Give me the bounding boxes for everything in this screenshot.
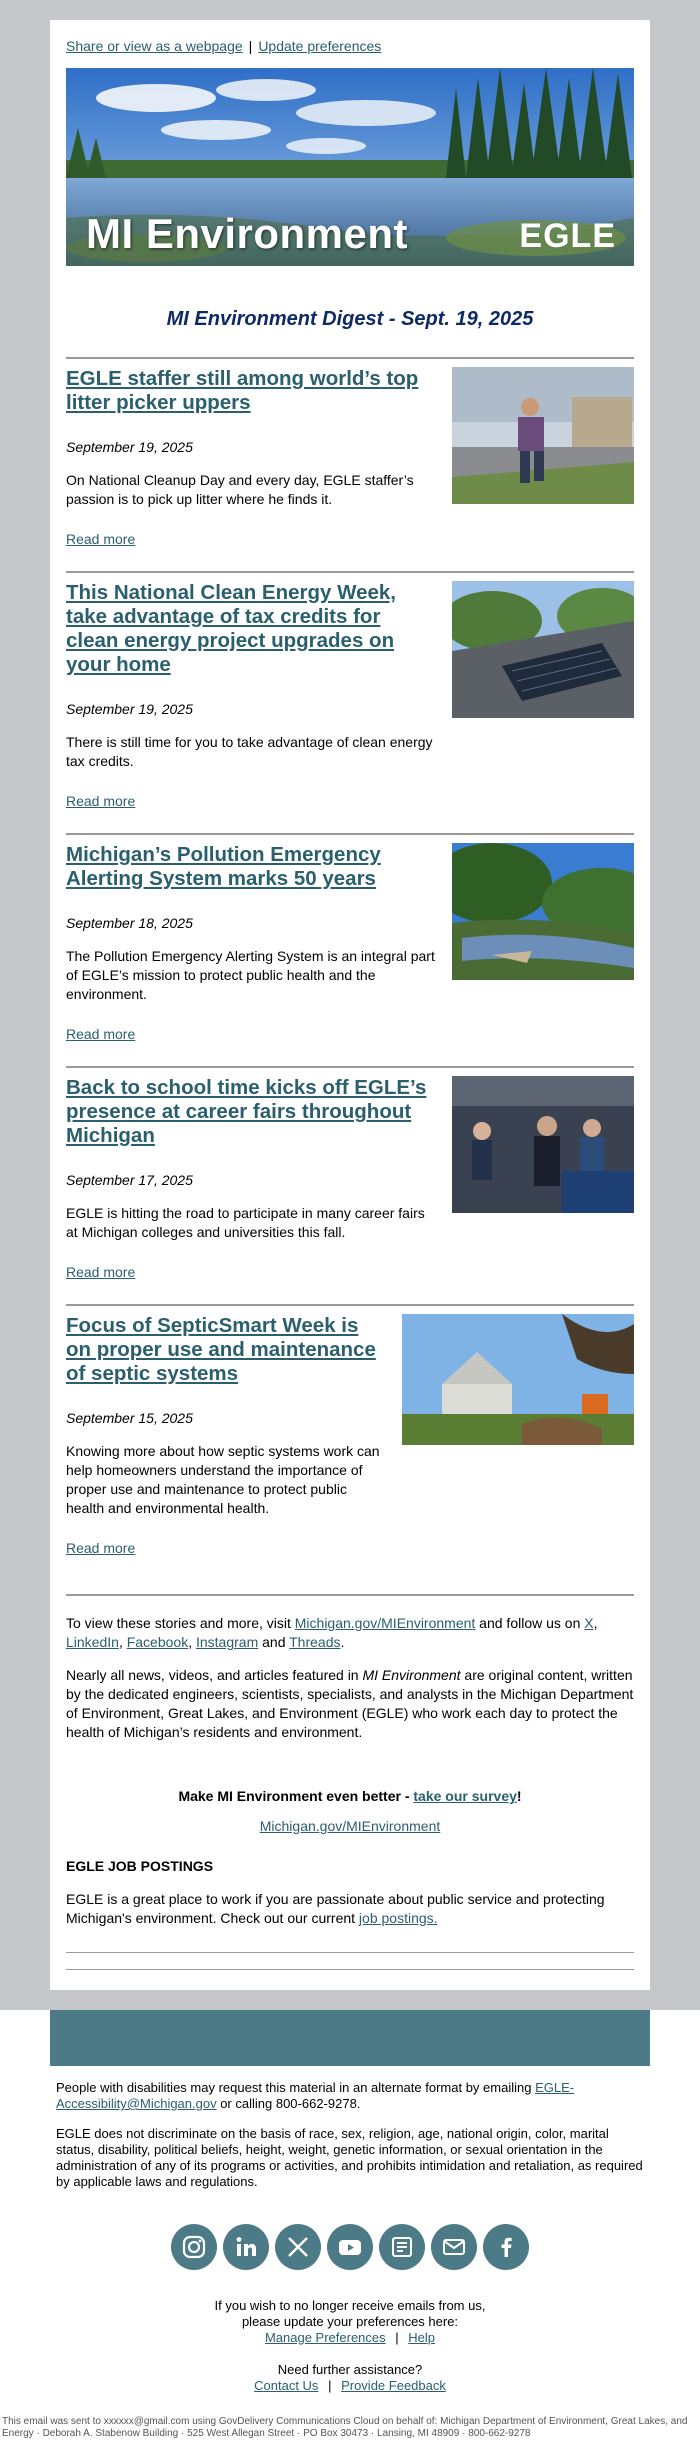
- article-title-link[interactable]: Michigan’s Pollution Emergency Alerting System marks 50 years: [66, 843, 381, 890]
- unsubscribe-line: please update your preferences here:: [241, 2314, 459, 2329]
- email-card: [50, 20, 650, 1990]
- read-more-link[interactable]: Read more: [66, 1026, 136, 1042]
- content-text: Nearly all news, videos, and articles featured in: [66, 1667, 363, 1683]
- article-photo-river[interactable]: [452, 843, 634, 980]
- social-icons: [56, 2224, 644, 2270]
- provide-feedback-link[interactable]: Provide Feedback: [341, 2378, 446, 2393]
- accessibility-text: or calling 800-662-9278.: [216, 2096, 361, 2111]
- article-item: [66, 357, 634, 571]
- update-preferences-link[interactable]: Update preferences: [258, 38, 382, 54]
- article-photo-septic-barn[interactable]: [402, 1314, 634, 1445]
- follow-us-paragraph: [66, 1614, 634, 1652]
- footer-band: [50, 2010, 650, 2066]
- x-link[interactable]: X: [584, 1615, 594, 1631]
- youtube-icon[interactable]: [327, 2224, 373, 2270]
- mienvironment-link[interactable]: Michigan.gov/MIEnvironment: [294, 1615, 476, 1631]
- survey-suffix: !: [516, 1788, 522, 1804]
- site-link[interactable]: Michigan.gov/MIEnvironment: [259, 1818, 441, 1834]
- comma: ,: [593, 1615, 598, 1631]
- article-title-link[interactable]: This National Clean Energy Week, take advantage of tax credits for clean energy project upgrades on your home: [66, 581, 396, 676]
- article-summary: On National Cleanup Day and every day, EGLE staffer’s passion is to pick up litter where he finds it.: [66, 472, 414, 507]
- article-title-link[interactable]: EGLE staffer still among world’s top litter picker uppers: [66, 367, 419, 414]
- follow-text: To view these stories and more, visit: [66, 1615, 295, 1631]
- unsubscribe-line: If you wish to no longer receive emails from us,: [214, 2298, 486, 2313]
- x-icon[interactable]: [275, 2224, 321, 2270]
- article-summary: There is still time for you to take advantage of clean energy tax credits.: [66, 734, 433, 769]
- and-text: and: [258, 1634, 290, 1650]
- article-item: [66, 1066, 634, 1304]
- survey-link[interactable]: take our survey: [413, 1788, 517, 1804]
- footer: [50, 2066, 650, 2394]
- article-title-link[interactable]: Back to school time kicks off EGLE’s presence at career fairs throughout Michigan: [66, 1076, 427, 1147]
- job-postings-heading: EGLE JOB POSTINGS: [66, 1858, 214, 1874]
- facebook-link[interactable]: Facebook: [126, 1634, 189, 1650]
- newsletter-icon[interactable]: [379, 2224, 425, 2270]
- content-text: are original content, written by the dedicated engineers, scientists, specialists, and analysts in the Michigan Department of Environment, Great Lakes, and Environment (EGLE) who work each day to protect the health of Michigan’s residents and environment.: [66, 1667, 634, 1740]
- email-icon[interactable]: [431, 2224, 477, 2270]
- publication-name: MI Environment: [362, 1667, 461, 1683]
- read-more-link[interactable]: Read more: [66, 1540, 136, 1556]
- header-links: [66, 38, 634, 54]
- contact-links: [56, 2378, 644, 2394]
- manage-preferences-link[interactable]: Manage Preferences: [264, 2330, 386, 2345]
- instagram-link[interactable]: Instagram: [195, 1634, 259, 1650]
- assist-heading: Need further assistance?: [277, 2362, 423, 2377]
- accessibility-email-link[interactable]: EGLE-Accessibility@Michigan.gov: [56, 2080, 575, 2111]
- pipe-separator: |: [395, 2330, 399, 2345]
- read-more-link[interactable]: Read more: [66, 531, 136, 547]
- help-link[interactable]: Help: [408, 2330, 436, 2345]
- article-item: [66, 833, 634, 1066]
- facebook-icon[interactable]: [483, 2224, 529, 2270]
- accessibility-text: People with disabilities may request this material in an alternate format by emailing: [56, 2080, 536, 2095]
- divider: [66, 1969, 634, 1970]
- article-summary: The Pollution Emergency Alerting System is an integral part of EGLE’s mission to protect public health and the environment.: [66, 948, 435, 1002]
- linkedin-icon[interactable]: [223, 2224, 269, 2270]
- article-item: [66, 1304, 634, 1580]
- survey-line: [66, 1788, 634, 1804]
- read-more-link[interactable]: Read more: [66, 793, 136, 809]
- article-summary: Knowing more about how septic systems work can help homeowners understand the importance of proper use and maintenance to protect public health and environmental health.: [66, 1443, 380, 1516]
- digest-title: MI Environment Digest - Sept. 19, 2025: [166, 308, 534, 330]
- article-date: September 17, 2025: [66, 1172, 193, 1188]
- linkedin-link[interactable]: LinkedIn: [66, 1634, 119, 1650]
- article-date: September 19, 2025: [66, 439, 193, 455]
- job-text: EGLE is a great place to work if you are passionate about public service and protecting Michigan's environment. Check out our current: [66, 1891, 605, 1926]
- job-postings-link[interactable]: job postings.: [358, 1910, 438, 1926]
- article-photo-career-fair[interactable]: [452, 1076, 634, 1213]
- article-photo-litter-picker[interactable]: [452, 367, 634, 504]
- section-divider: [66, 1594, 634, 1596]
- read-more-link[interactable]: Read more: [66, 1264, 136, 1280]
- banner-image: [66, 68, 634, 266]
- egle-logo: EGLE: [519, 217, 616, 255]
- divider: [66, 1952, 634, 1953]
- article-photo-solar-roof[interactable]: [452, 581, 634, 718]
- header-separator: |: [248, 38, 253, 54]
- nondiscrimination-notice: EGLE does not discriminate on the basis of race, sex, religion, age, national origin, color, marital status, disability, political beliefs, height, weight, genetic information, or sexual orientation in the administration of any of its programs or activities, and prohibits intimidation and retaliation, as required by applicable laws and regulations.: [56, 2126, 643, 2189]
- instagram-icon[interactable]: [171, 2224, 217, 2270]
- article-title-link[interactable]: Focus of SepticSmart Week is on proper use and maintenance of septic systems: [66, 1314, 376, 1385]
- original-content-paragraph: [66, 1666, 634, 1742]
- period: .: [340, 1634, 345, 1650]
- threads-link[interactable]: Threads: [289, 1634, 341, 1650]
- unsubscribe-block: [56, 2298, 644, 2394]
- survey-text: Make MI Environment even better -: [178, 1788, 414, 1804]
- comma: ,: [118, 1634, 127, 1650]
- article-item: [66, 571, 634, 833]
- pipe-separator: |: [328, 2378, 332, 2393]
- site-link-line: [66, 1818, 634, 1834]
- article-date: September 19, 2025: [66, 701, 193, 717]
- article-summary: EGLE is hitting the road to participate in many career fairs at Michigan colleges and universities this fall.: [66, 1205, 425, 1240]
- comma: ,: [188, 1634, 196, 1650]
- share-webpage-link[interactable]: Share or view as a webpage: [66, 38, 243, 54]
- job-postings-paragraph: [66, 1890, 634, 1928]
- sender-disclosure: This email was sent to xxxxxx@gmail.com using GovDelivery Communications Cloud on behalf of: Michigan Department of Environment, Great Lakes, and Energy · Deborah A. Stabenow Building · 525 West Allegan Street · PO Box 30473 · Lansing, MI 48909 · 800-662-9278: [2, 2416, 688, 2439]
- banner-title: MI Environment: [86, 210, 409, 257]
- preferences-links: [56, 2330, 644, 2346]
- contact-us-link[interactable]: Contact Us: [254, 2378, 319, 2393]
- article-date: September 15, 2025: [66, 1410, 193, 1426]
- accessibility-notice: [56, 2080, 644, 2112]
- follow-text: and follow us on: [475, 1615, 585, 1631]
- article-date: September 18, 2025: [66, 915, 193, 931]
